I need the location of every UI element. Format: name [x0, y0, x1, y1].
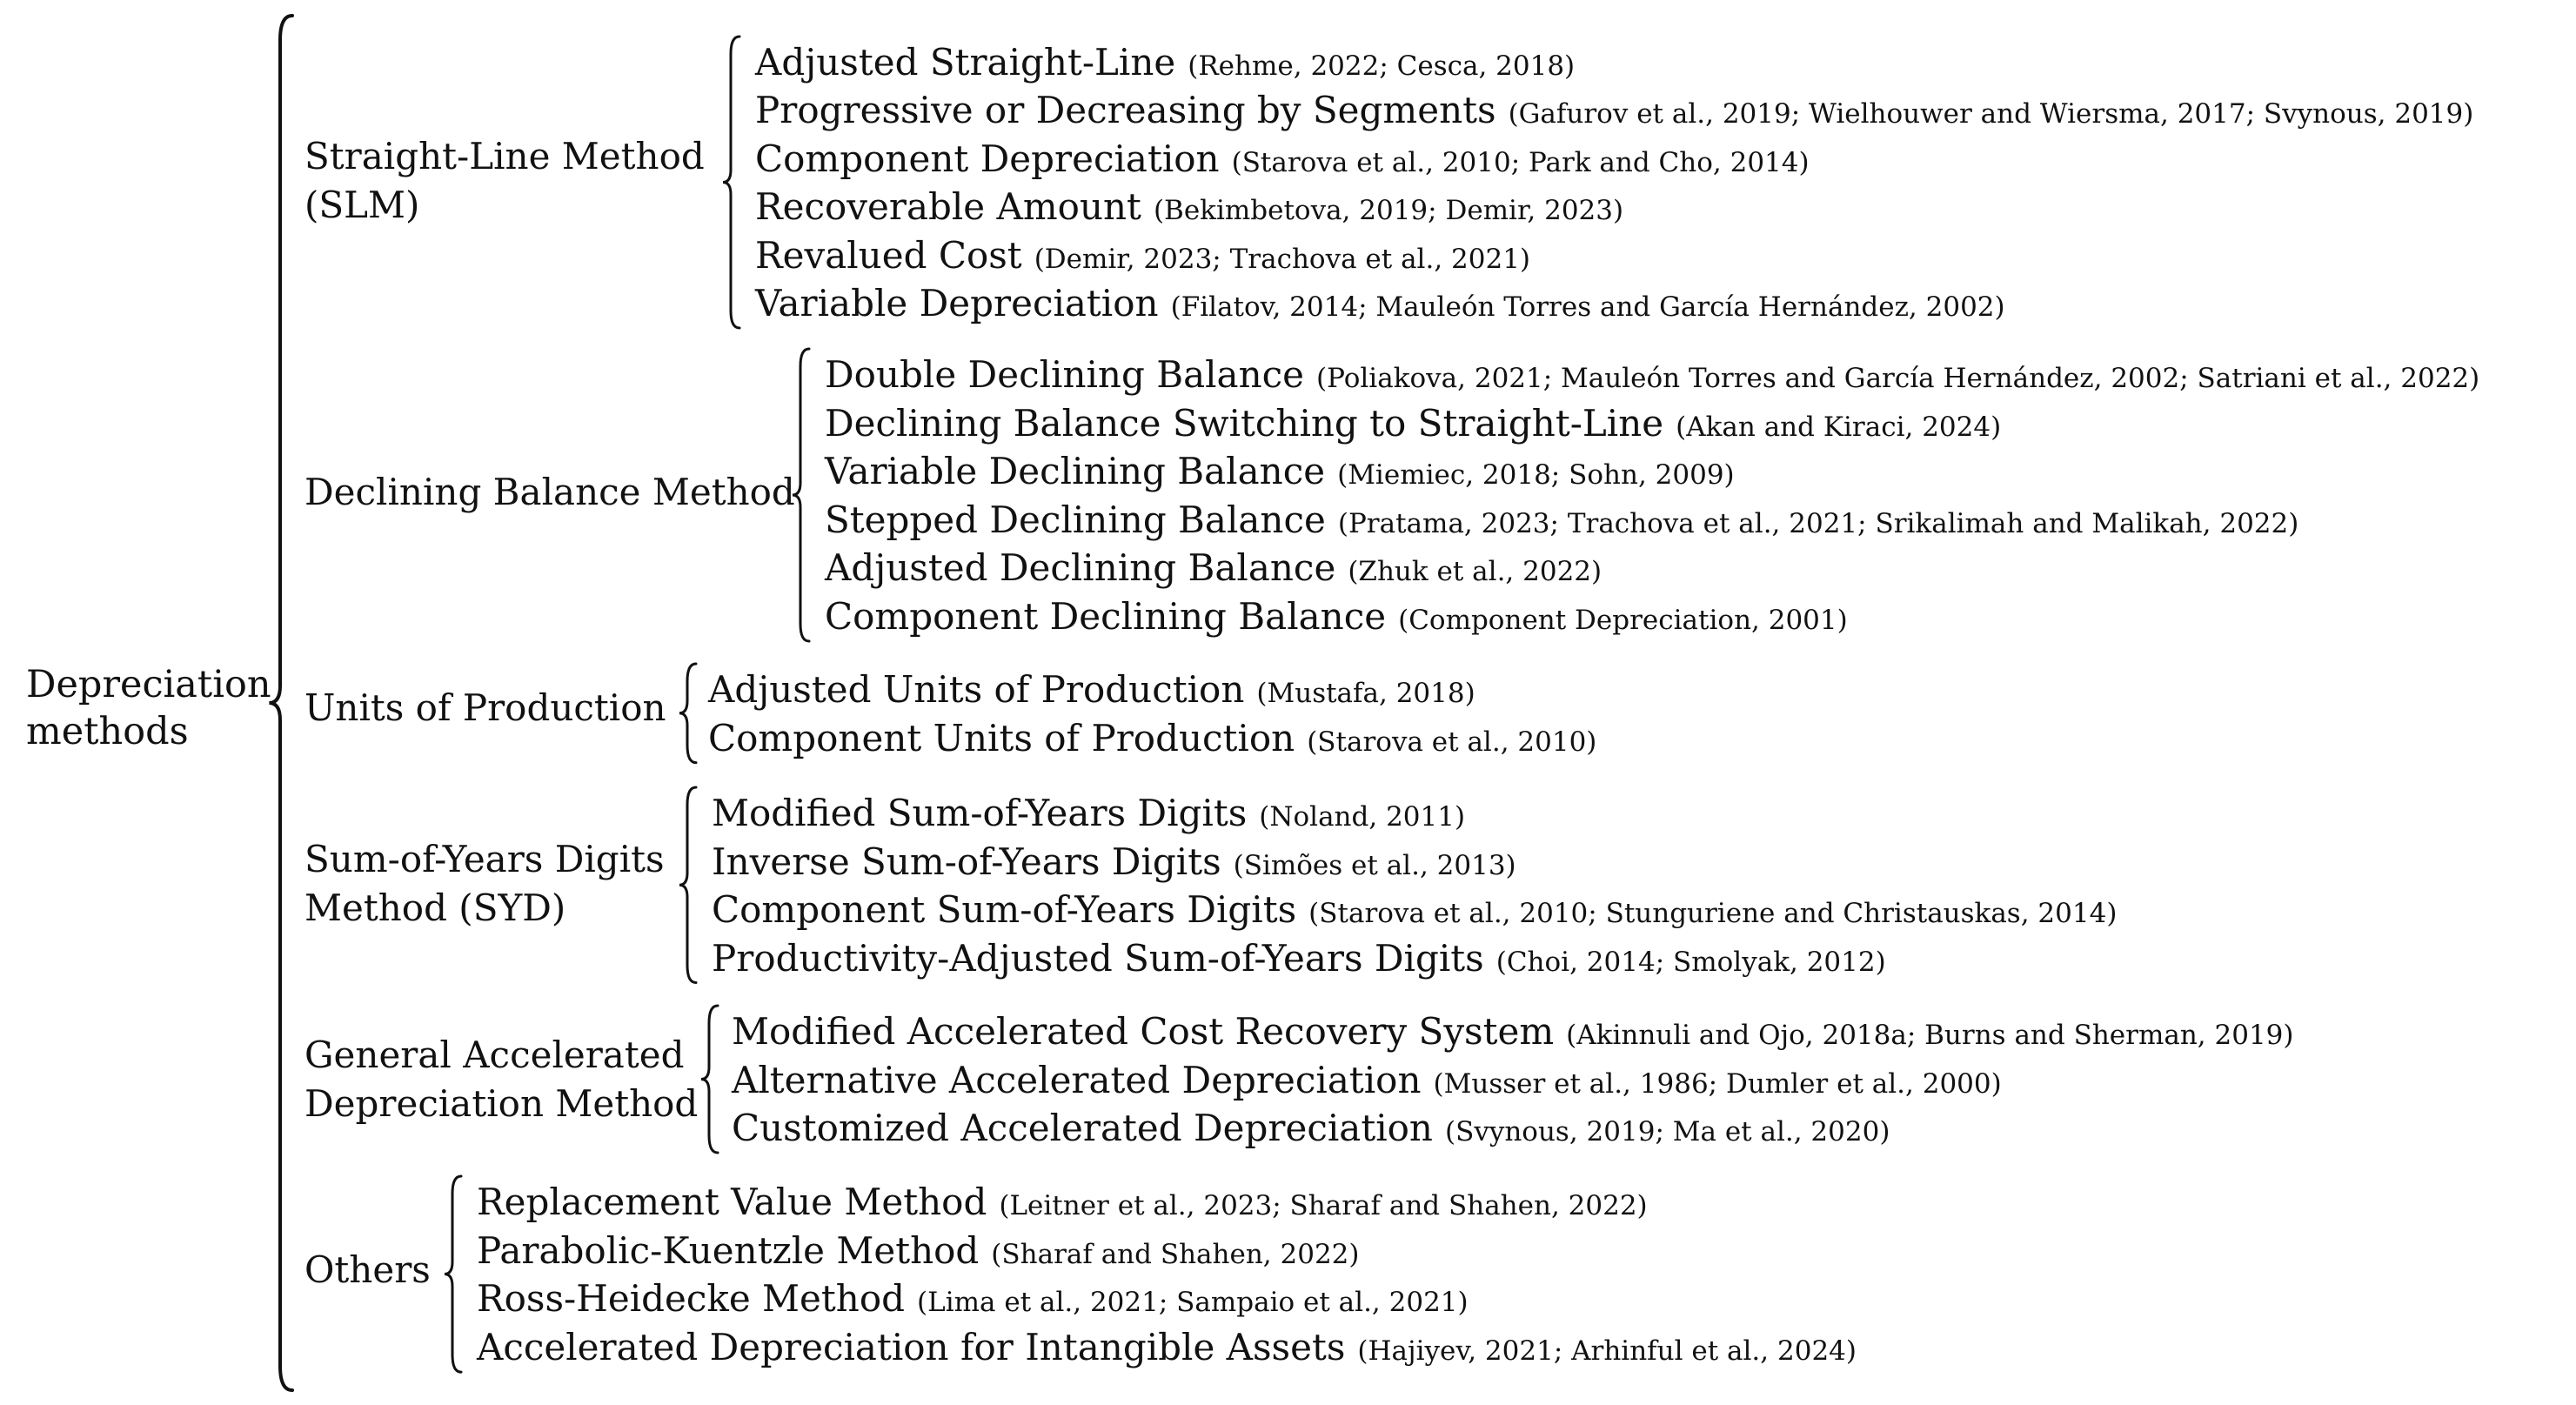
category-brace	[679, 664, 696, 763]
category-label	[304, 468, 795, 517]
method-item	[732, 1007, 2294, 1060]
method-citation: (Leitner et al., 2023; Sharaf and Shahen, 2022)	[999, 1190, 1648, 1221]
method-item	[477, 1227, 1360, 1279]
category-brace	[445, 1176, 461, 1372]
method-citation: (Poliakova, 2021; Mauleón Torres and García Hernández, 2002; Satriani et al., 2022)	[1316, 363, 2480, 394]
category-label-line1: Straight-Line Method	[304, 135, 705, 177]
method-name: Customized Accelerated Depreciation	[732, 1107, 1433, 1149]
category-brace	[679, 787, 696, 983]
method-citation: (Pratama, 2023; Trachova et al., 2021; Srikalimah and Malikah, 2022)	[1337, 507, 2299, 539]
method-item	[825, 447, 1735, 499]
root-label-line2: methods	[26, 710, 189, 753]
method-citation: (Akinnuli and Ojo, 2018a; Burns and Sherman, 2019)	[1566, 1020, 2294, 1051]
category-label-line1: General Accelerated	[304, 1034, 685, 1076]
method-citation: (Starova et al., 2010)	[1307, 726, 1597, 758]
method-name: Variable Depreciation	[755, 282, 1159, 324]
root-node	[26, 661, 271, 755]
method-citation: (Simões et al., 2013)	[1233, 849, 1516, 881]
method-citation: (Filatov, 2014; Mauleón Torres and García Hernández, 2002)	[1170, 291, 2005, 323]
method-name: Modified Sum-of-Years Digits	[712, 792, 1248, 834]
method-citation: (Lima et al., 2021; Sampaio et al., 2021)	[917, 1287, 1469, 1319]
method-citation: (Rehme, 2022; Cesca, 2018)	[1188, 50, 1576, 82]
category-label-line1: Units of Production	[304, 686, 666, 729]
method-citation: (Musser et al., 1986; Dumler et al., 2000)	[1433, 1067, 2002, 1100]
method-name: Double Declining Balance	[825, 353, 1305, 396]
method-item	[712, 789, 1465, 841]
method-item	[708, 714, 1596, 766]
method-item	[755, 231, 1530, 284]
category-label-line2: (SLM)	[304, 184, 420, 226]
method-item	[755, 38, 1575, 90]
category-label	[304, 835, 665, 933]
method-item	[712, 934, 1886, 987]
method-citation: (Zhuk et al., 2022)	[1348, 556, 1602, 588]
method-name: Modified Accelerated Cost Recovery System	[732, 1010, 1555, 1053]
method-name: Component Declining Balance	[825, 595, 1387, 638]
method-name: Progressive or Decreasing by Segments	[755, 89, 1496, 132]
method-name: Accelerated Depreciation for Intangible Assets	[477, 1326, 1346, 1369]
method-citation: (Starova et al., 2010; Park and Cho, 2014)	[1231, 146, 1810, 178]
category-label	[304, 1031, 698, 1128]
category-label-line1: Sum-of-Years Digits	[304, 838, 665, 880]
category-label-line1: Declining Balance Method	[304, 471, 795, 513]
method-name: Adjusted Declining Balance	[825, 546, 1336, 590]
method-citation: (Choi, 2014; Smolyak, 2012)	[1495, 946, 1886, 978]
method-name: Component Sum-of-Years Digits	[712, 888, 1297, 931]
method-name: Productivity-Adjusted Sum-of-Years Digits	[712, 936, 1484, 980]
method-citation: (Miemiec, 2018; Sohn, 2009)	[1337, 459, 1735, 492]
method-item	[477, 1323, 1857, 1375]
method-item	[477, 1178, 1648, 1230]
method-citation: (Noland, 2011)	[1259, 801, 1466, 833]
method-item	[825, 351, 2479, 403]
method-citation: (Component Depreciation, 2001)	[1398, 605, 1848, 636]
method-citation: (Mustafa, 2018)	[1256, 678, 1475, 709]
category-brace	[793, 349, 809, 641]
method-citation: (Starova et al., 2010; Stunguriene and Christauskas, 2014)	[1308, 898, 2118, 929]
category-brace	[701, 1006, 718, 1153]
method-name: Inverse Sum-of-Years Digits	[712, 840, 1221, 883]
root-label-line1: Depreciation	[26, 663, 271, 706]
method-name: Ross-Heidecke Method	[477, 1277, 906, 1321]
method-item	[825, 544, 1602, 596]
method-item	[825, 592, 1848, 645]
method-name: Declining Balance Switching to Straight-Line	[825, 401, 1664, 445]
method-name: Variable Declining Balance	[825, 450, 1326, 493]
method-item	[708, 666, 1475, 718]
method-name: Stepped Declining Balance	[825, 498, 1326, 541]
method-item	[712, 838, 1516, 890]
method-citation: (Sharaf and Shahen, 2022)	[991, 1238, 1360, 1270]
method-citation: (Gafurov et al., 2019; Wielhouwer and Wiersma, 2017; Svynous, 2019)	[1508, 98, 2474, 130]
method-name: Adjusted Straight-Line	[755, 41, 1176, 84]
method-citation: (Akan and Kiraci, 2024)	[1676, 411, 2002, 443]
category-label	[304, 1246, 431, 1295]
category-label	[304, 132, 705, 230]
category-label-line2: Depreciation Method	[304, 1082, 699, 1125]
method-item	[732, 1056, 2002, 1108]
category-label-line1: Others	[304, 1248, 431, 1291]
method-name: Parabolic-Kuentzle Method	[477, 1228, 980, 1272]
method-item	[755, 279, 2005, 331]
method-name: Adjusted Units of Production	[708, 668, 1245, 711]
method-item	[712, 886, 2117, 938]
method-name: Revalued Cost	[755, 233, 1022, 277]
method-name: Replacement Value Method	[477, 1181, 987, 1223]
category-label	[304, 684, 666, 733]
method-item	[755, 183, 1623, 235]
method-name: Recoverable Amount	[755, 185, 1141, 229]
method-item	[825, 496, 2298, 548]
method-name: Component Depreciation	[755, 137, 1220, 180]
method-item	[755, 86, 2473, 138]
method-item	[755, 135, 1810, 187]
method-name: Component Units of Production	[708, 716, 1295, 759]
method-citation: (Hajiyev, 2021; Arhinful et al., 2024)	[1357, 1335, 1857, 1368]
category-brace	[723, 37, 739, 328]
method-item	[477, 1275, 1469, 1327]
method-citation: (Demir, 2023; Trachova et al., 2021)	[1034, 243, 1531, 275]
method-citation: (Bekimbetova, 2019; Demir, 2023)	[1153, 195, 1624, 227]
method-item	[825, 399, 2001, 452]
method-item	[732, 1104, 1890, 1156]
method-name: Alternative Accelerated Depreciation	[732, 1058, 1422, 1101]
root-brace	[269, 16, 292, 1390]
category-label-line2: Method (SYD)	[304, 886, 566, 929]
method-citation: (Svynous, 2019; Ma et al., 2020)	[1444, 1116, 1890, 1147]
